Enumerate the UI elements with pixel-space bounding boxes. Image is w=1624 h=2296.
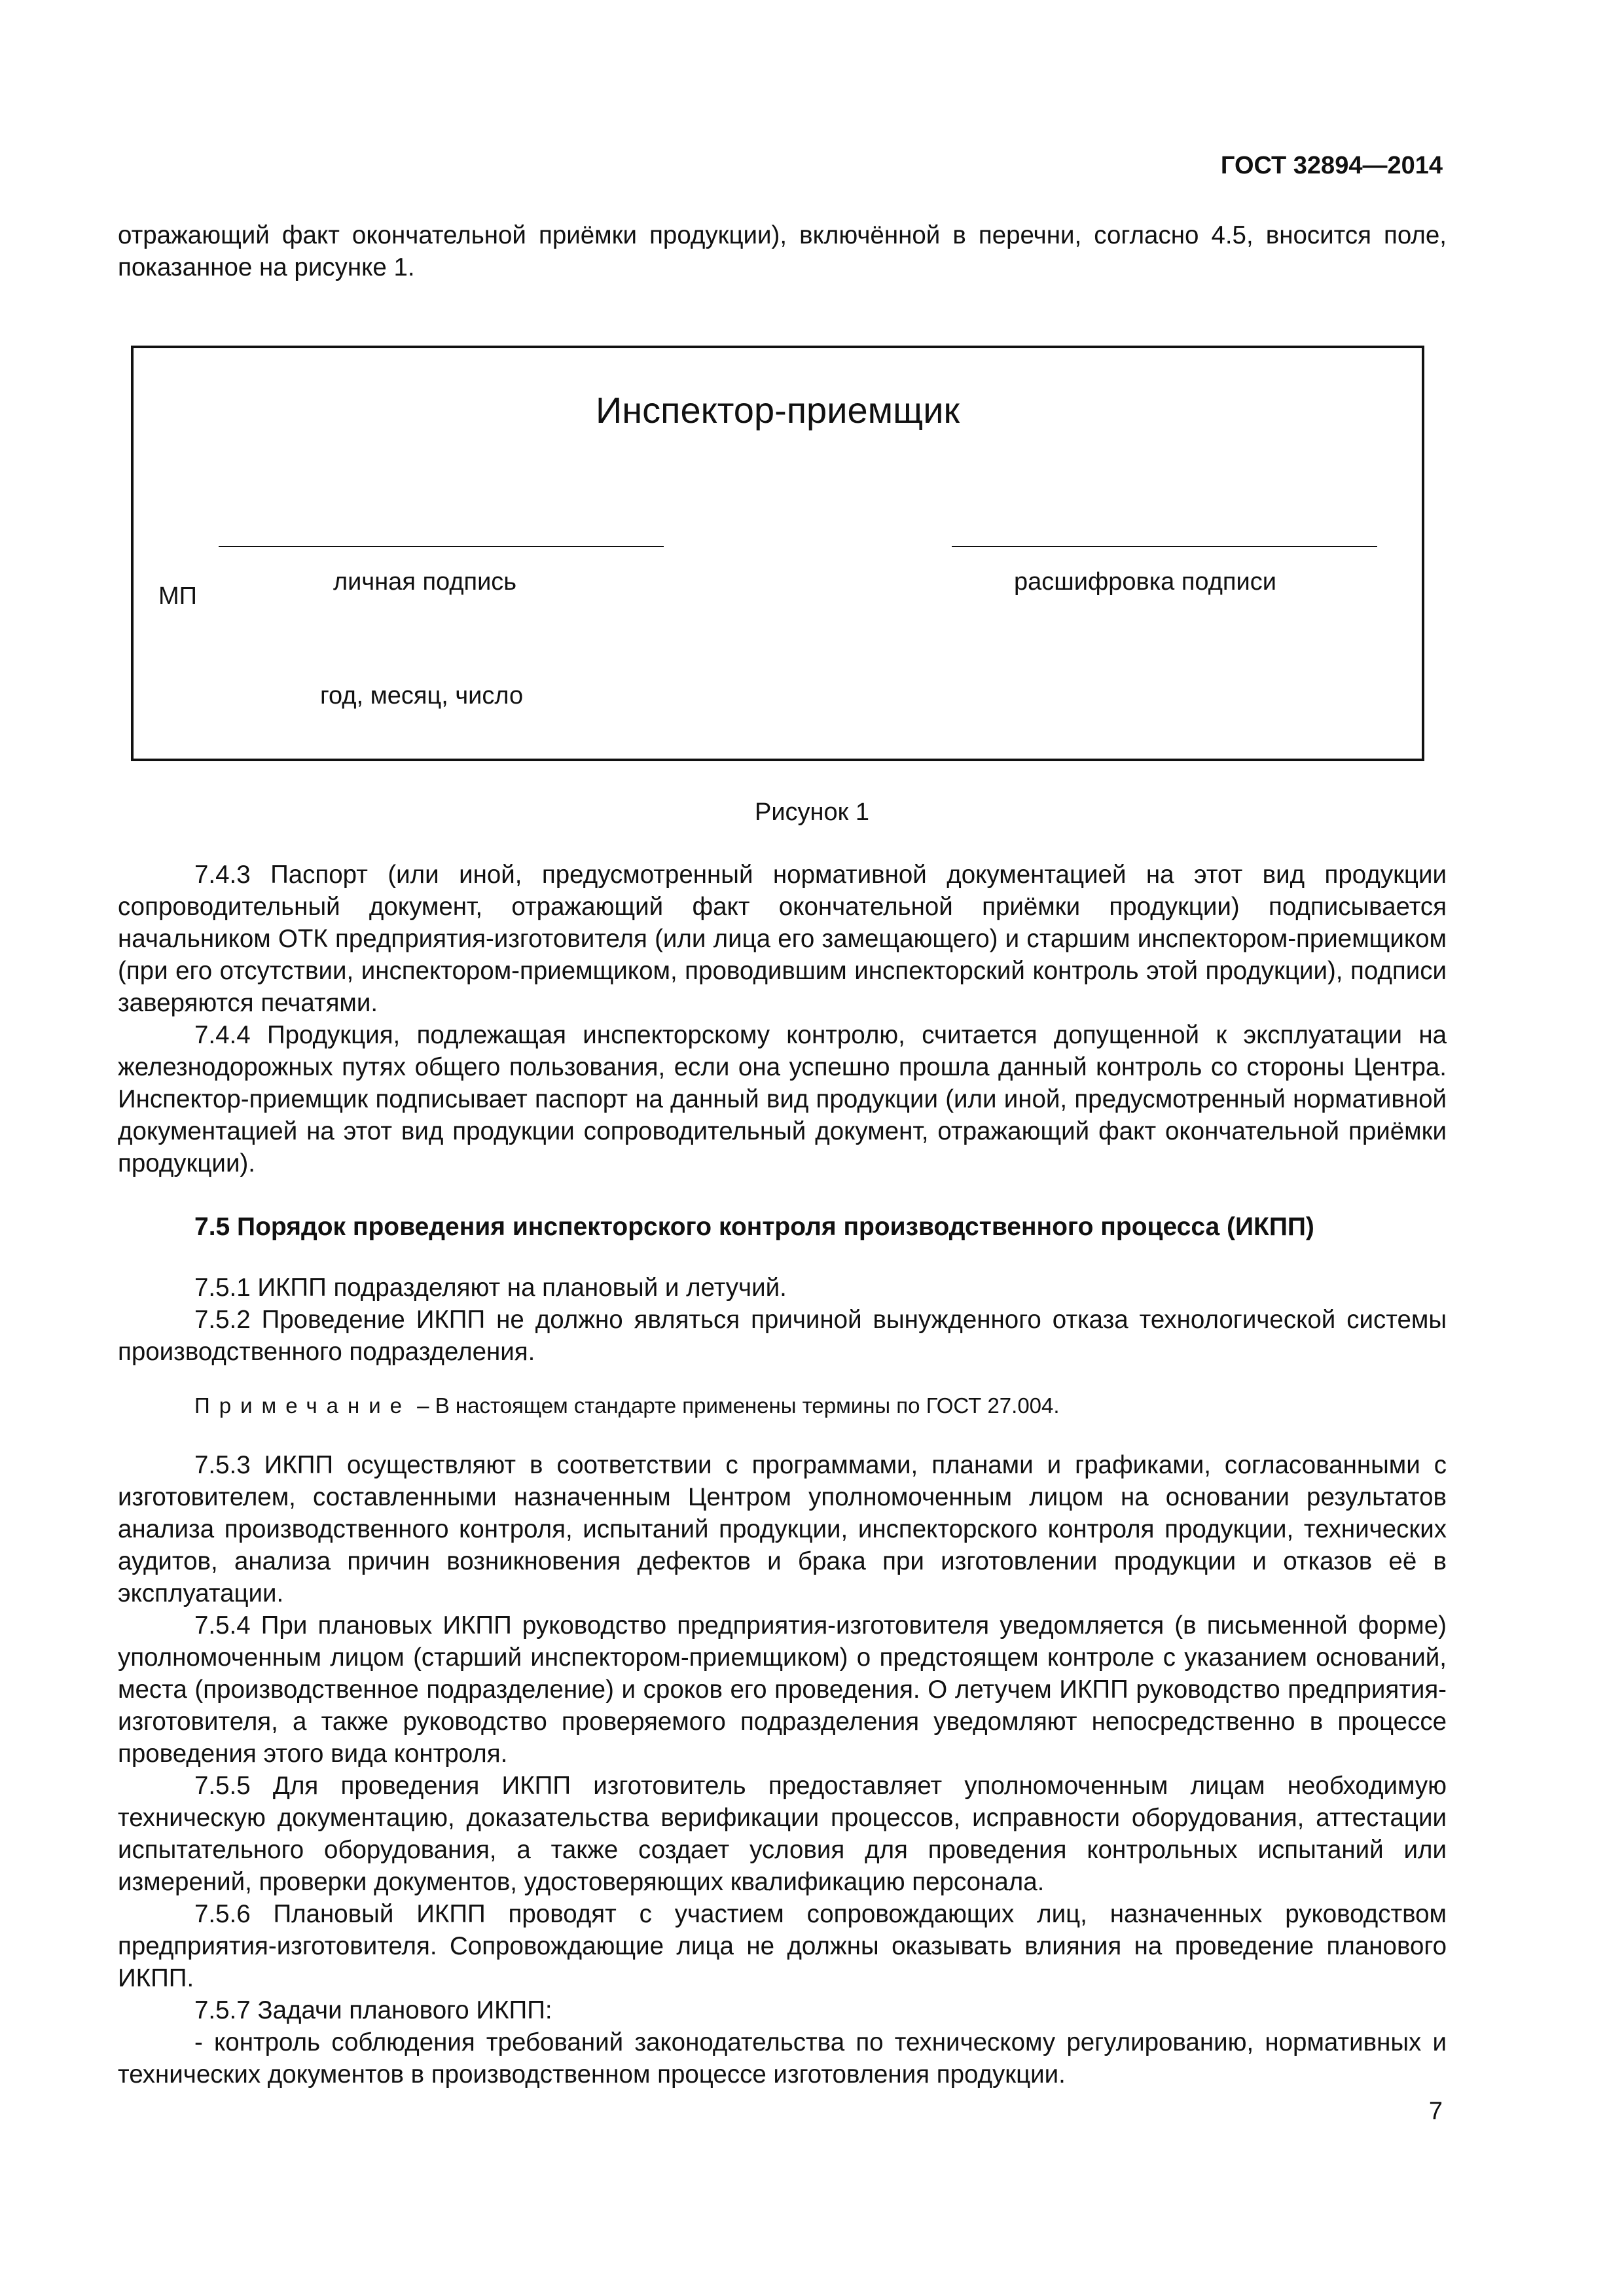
paragraphs-7-4 [118, 859, 1447, 1179]
paragraph-7-5-7: 7.5.7 Задачи планового ИКПП: [194, 1996, 552, 2024]
signature-decode-label: расшифровка подписи [1014, 568, 1276, 596]
paragraph-7-4-4: 7.4.4 Продукция, подлежащая инспекторскому контролю, считается допущенной к эксплуатации на железнодорожных путях общего пользования, если она успешно прошла данный контроль со стороны Центра. Инспектор-приемщик подписывает паспорт на данный вид продукции (или иной, предусмотренный нормативной документацией на этот вид продукции сопроводительный документ, отражающий факт окончательной приёмки продукции). [118, 1021, 1447, 1177]
signature-label: личная подпись [333, 568, 517, 596]
paragraph-7-5-2: 7.5.2 Проведение ИКПП не должно являться причиной вынужденного отказа технологической системы производственного подразделения. [118, 1306, 1447, 1366]
note [194, 1393, 1438, 1418]
figure-caption: Рисунок 1 [754, 798, 869, 826]
paragraph-7-5-6: 7.5.6 Плановый ИКПП проводят с участием сопровождающих лиц, назначенных руководством предприятия-изготовителя. Сопровождающие лица не должны оказывать влияния на проведение планового ИКПП. [118, 1900, 1447, 1992]
paragraphs-7-5-3-7 [118, 1449, 1447, 2090]
list-item-control: - контроль соблюдения требований законодательства по техническому регулированию, нормативных и технических документов в производственном процессе изготовления продукции. [118, 2028, 1447, 2089]
note-text: – В настоящем стандарте применены термины по ГОСТ 27.004. [411, 1393, 1060, 1418]
section-title-7-5: 7.5 Порядок проведения инспекторского контроля производственного процесса (ИКПП) [194, 1213, 1314, 1241]
paragraph-7-5-1: 7.5.1 ИКПП подразделяют на плановый и летучий. [194, 1274, 787, 1302]
note-label: Примечание [194, 1393, 412, 1418]
signature-decode-line [952, 546, 1377, 547]
date-label: год, месяц, число [320, 682, 524, 709]
intro-paragraph-block [118, 219, 1447, 283]
page-number: 7 [1428, 2098, 1443, 2125]
paragraph-7-5-3: 7.5.3 ИКПП осуществляют в соответствии с программами, планами и графиками, согласованными с изготовителем, составленными назначенным Центром уполномоченным лицом на основании результатов анализа производственного контроля, испытаний продукции, инспекторского контроля продукции, технических аудитов, анализа причин возникновения дефектов и брака при изготовлении продукции и отказов её в эксплуатации. [118, 1451, 1447, 1607]
signature-line [219, 546, 664, 547]
paragraphs-7-5-1-2 [118, 1272, 1447, 1368]
intro-paragraph: отражающий факт окончательной приёмки продукции), включённой в перечни, согласно 4.5, вносится поле, показанное на рисунке 1. [118, 221, 1447, 281]
inspector-stamp-form [131, 346, 1424, 761]
paragraph-7-4-3: 7.4.3 Паспорт (или иной, предусмотренный нормативной документацией на этот вид продукции сопроводительный документ, отражающий факт окончательной приёмки продукции) подписывается начальником ОТК предприятия-изготовителя (или лица его замещающего) и старшим инспектором-приемщиком (при его отсутствии, инспектором-приемщиком, проводившим инспекторский контроль этой продукции), подписи заверяются печатями. [118, 861, 1447, 1017]
paragraph-7-5-5: 7.5.5 Для проведения ИКПП изготовитель предоставляет уполномоченным лицам необходимую техническую документацию, доказательства верификации процессов, исправности оборудования, аттестации испытательного оборудования, а также создает условия для проведения контрольных испытаний или измерений, проверки документов, удостоверяющих квалификацию персонала. [118, 1772, 1447, 1896]
stamp-place-label: МП [158, 583, 197, 610]
document-code-header: ГОСТ 32894—2014 [1220, 152, 1443, 179]
form-title: Инспектор-приемщик [596, 389, 960, 431]
paragraph-7-5-4: 7.5.4 При плановых ИКПП руководство предприятия-изготовителя уведомляется (в письменной форме) уполномоченным лицом (старший инспектором-приемщиком) о предстоящем контроле с указанием оснований, места (производственное подразделение) и сроков его проведения. О летучем ИКПП руководство предприятия-изготовителя, а также руководство проверяемого подразделения уведомляют непосредственно в процессе проведения этого вида контроля. [118, 1611, 1447, 1768]
